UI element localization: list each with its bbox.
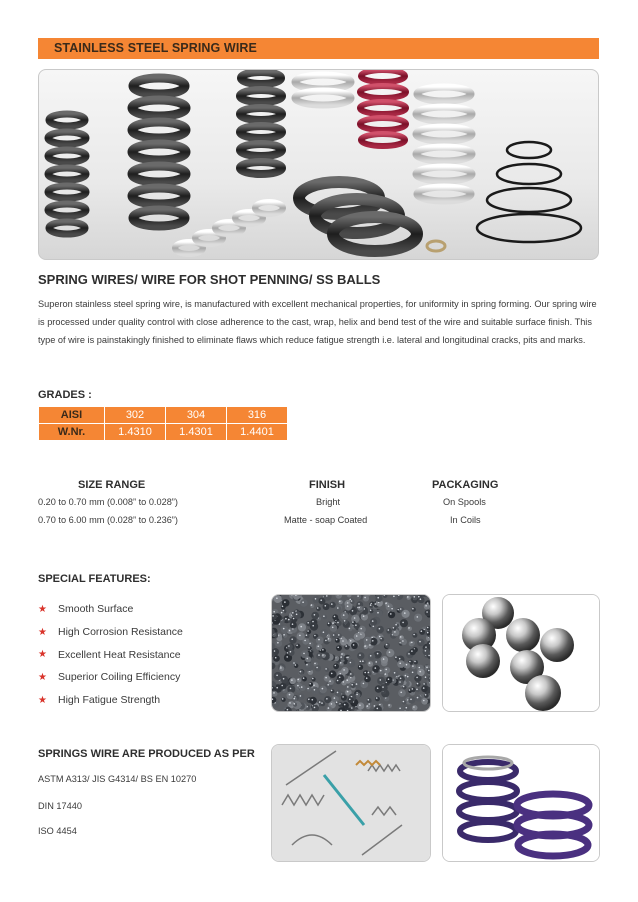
grades-row-wnr: [39, 424, 288, 441]
grades-cell: 1.4301: [166, 424, 227, 441]
star-icon: ★: [38, 603, 47, 615]
feature-label: High Fatigue Strength: [58, 694, 161, 707]
list-item: [38, 689, 183, 712]
list-item: [38, 621, 183, 644]
feature-label: Smooth Surface: [58, 603, 134, 616]
size-range-heading: SIZE RANGE: [78, 479, 146, 491]
finish-heading: FINISH: [309, 479, 346, 491]
packaging-line: In Coils: [450, 515, 481, 525]
springs-hero-image: [38, 69, 599, 260]
list-item: [38, 666, 183, 689]
feature-label: Excellent Heat Resistance: [58, 648, 181, 661]
standards-heading: SPRINGS WIRE ARE PRODUCED AS PER: [38, 748, 255, 760]
grades-cell: 1.4310: [105, 424, 166, 441]
spring-wire-heading: SPRING WIRES/ WIRE FOR SHOT PENNING/ SS BALLS: [38, 272, 381, 287]
features-list: [38, 598, 183, 711]
page-title-bar: [38, 38, 599, 59]
shot-balls-image: [271, 594, 431, 712]
list-item: [38, 598, 183, 621]
standard-item: DIN 17440: [38, 801, 82, 811]
grades-row-label: AISI: [39, 407, 105, 424]
grades-cell: 1.4401: [227, 424, 288, 441]
size-range-line: 0.70 to 6.00 mm (0.028” to 0.236”): [38, 515, 178, 525]
star-icon: ★: [38, 671, 47, 683]
coated-springs-image: [442, 744, 600, 862]
size-range-line: 0.20 to 0.70 mm (0.008” to 0.028”): [38, 497, 178, 507]
small-springs-image: [271, 744, 431, 862]
ss-balls-image: [442, 594, 600, 712]
feature-label: Superior Coiling Efficiency: [58, 671, 181, 684]
special-features-heading: SPECIAL FEATURES:: [38, 573, 151, 585]
standard-item: ASTM A313/ JIS G4314/ BS EN 10270: [38, 774, 197, 784]
feature-label: High Corrosion Resistance: [58, 626, 183, 639]
packaging-line: On Spools: [443, 497, 486, 507]
grades-cell: 302: [105, 407, 166, 424]
finish-line: Bright: [316, 497, 341, 507]
page-title: STAINLESS STEEL SPRING WIRE: [54, 41, 257, 55]
grades-cell: 304: [166, 407, 227, 424]
grades-row-label: W.Nr.: [39, 424, 105, 441]
grades-table: [38, 406, 288, 441]
grades-row-aisi: [39, 407, 288, 424]
star-icon: ★: [38, 626, 47, 638]
star-icon: ★: [38, 649, 47, 661]
intro-paragraph: Superon stainless steel spring wire, is manufactured with excellent mechanical properties, for uniformity in spring forming. Our spring wire is processed under quality control with close adherence to the cast, wrap, helix and bend test of the wire and suitable surface finish. This type of wire is painstakingly finished to eliminate flaws which reduce fatigue strength i.e. lateral and longitudinal cracks, pits and marks.: [38, 299, 597, 345]
packaging-heading: PACKAGING: [432, 479, 499, 491]
standard-item: ISO 4454: [38, 826, 77, 836]
list-item: [38, 643, 183, 666]
grades-cell: 316: [227, 407, 288, 424]
grades-heading: GRADES :: [38, 389, 92, 401]
finish-line: Matte - soap Coated: [284, 515, 368, 525]
star-icon: ★: [38, 694, 47, 706]
